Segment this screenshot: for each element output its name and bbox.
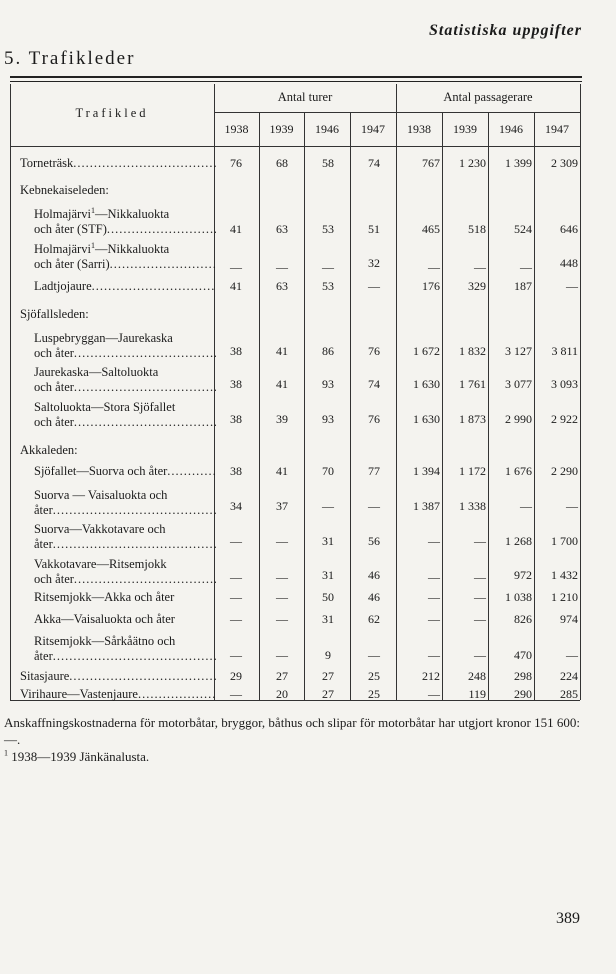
row-label-suorva-vaisaluokta [34,488,216,518]
row-label-virihaure [20,687,216,702]
cell: 290 [514,687,532,701]
row-label-ladtjojaure [34,279,216,294]
row-text: åter [34,537,53,551]
top-rule [10,76,582,78]
row-text: och åter (STF) [34,222,107,236]
cell: — [474,260,486,274]
cell: 32 [368,256,380,270]
row-label-sjofallet-suorva [34,464,216,479]
footnote-marker: 1 [90,205,95,215]
cell: 31 [322,568,334,582]
cell: 41 [276,464,288,478]
cell: — [474,570,486,584]
row-text: Torneträsk [20,156,74,170]
cell: 25 [368,669,380,683]
cell: 826 [514,612,532,626]
row-label-holmajarvi-sarri [34,242,216,272]
cell: — [276,648,288,662]
cell: — [566,279,578,293]
row-text: Ritsemjokk—Sårkåätno och [34,634,176,648]
cell: 27 [276,669,288,683]
row-text: —Nikkaluokta [94,207,170,221]
row-label-ritsemjokk-sarkaatno [34,634,216,664]
footnote-1 [4,748,582,765]
cell: 9 [325,648,331,662]
cell: — [428,570,440,584]
cell: 1 832 [459,344,486,358]
cell: 1 038 [505,590,532,604]
cell: 646 [560,222,578,236]
cell: — [428,687,440,701]
cell: 1 432 [551,568,578,582]
cell: 76 [368,344,380,358]
cell: 1 672 [413,344,440,358]
running-head: Statistiska uppgifter [428,22,582,39]
cell: 74 [368,156,380,170]
cell: — [322,260,334,274]
cell: 2 290 [551,464,578,478]
cell: 1 761 [459,377,486,391]
section-title: 5. Trafikleder [4,48,136,69]
cell: — [566,499,578,513]
row-label-akka-vaisaluokta [34,612,216,627]
row-text: och åter [34,572,74,586]
cell: — [276,590,288,604]
group-head-akka: Akkaleden: [20,443,78,457]
cell: 46 [368,568,380,582]
row-text: Suorva—Vakkotavare och [34,522,166,536]
cell: 1 172 [459,464,486,478]
column-divider [580,84,581,700]
cell: 41 [276,344,288,358]
cell: 3 811 [551,344,578,358]
cell: — [230,612,242,626]
cell: 2 922 [551,412,578,426]
cell: — [276,570,288,584]
cell: 50 [322,590,334,604]
cell: — [474,534,486,548]
cell: 224 [560,669,578,683]
row-text: Luspebryggan—Jaurekaska [34,331,173,345]
group-head-sjofall: Sjöfallsleden: [20,307,89,321]
cell: 86 [322,344,334,358]
row-label-sitasjaure [20,669,216,684]
cell: 1 338 [459,499,486,513]
cell: 1 676 [505,464,532,478]
cell: 2 990 [505,412,532,426]
cell: 76 [368,412,380,426]
cell: — [230,570,242,584]
cell: — [520,499,532,513]
cell: — [230,648,242,662]
cell: 767 [422,156,440,170]
cell: 74 [368,377,380,391]
cell: 524 [514,222,532,236]
year-header: 1939 [453,122,477,136]
traffic-table [10,82,582,708]
cell: — [566,648,578,662]
row-label-suorva-vakkotavare [34,522,216,552]
column-divider [350,112,351,700]
cell: — [230,687,242,701]
cell: 46 [368,590,380,604]
cell: 34 [230,499,242,513]
cell: — [428,534,440,548]
cell: — [276,612,288,626]
row-text: och åter [34,380,74,394]
cell: — [428,612,440,626]
cell: — [474,612,486,626]
row-label-vakkotavare-ritsemjokk [34,557,216,587]
cell: 3 077 [505,377,532,391]
cell: 20 [276,687,288,701]
cell: — [368,648,380,662]
cell: 27 [322,669,334,683]
cell: 212 [422,669,440,683]
cell: 58 [322,156,334,170]
row-text: åter [34,649,53,663]
cell: 187 [514,279,532,293]
cell: — [428,648,440,662]
header-rule [10,146,580,147]
page-number: 389 [556,910,580,927]
group-head-kebnekaise: Kebnekaiseleden: [20,183,109,197]
cell: 1 268 [505,534,532,548]
cell: 38 [230,377,242,391]
footnote-marker: 1 [4,748,8,758]
row-text: Suorva — Vaisaluokta och [34,488,168,502]
cell: 1 394 [413,464,440,478]
cell: 3 127 [505,344,532,358]
cell: 1 387 [413,499,440,513]
cell: 2 309 [551,156,578,170]
row-text: —Nikkaluokta [94,242,170,256]
row-text: åter [34,503,53,517]
cell: 1 700 [551,534,578,548]
header-rule [214,112,580,113]
row-label-holmajarvi-stf [34,207,216,237]
cell: 93 [322,412,334,426]
column-divider [304,112,305,700]
cell: 1 630 [413,377,440,391]
cell: 31 [322,612,334,626]
cell: 176 [422,279,440,293]
cell: 53 [322,279,334,293]
row-text: Virihaure—Vastenjaure [20,687,138,701]
cell: — [368,499,380,513]
cell: 1 399 [505,156,532,170]
cell: 518 [468,222,486,236]
cell: 68 [276,156,288,170]
cell: 465 [422,222,440,236]
cell: 31 [322,534,334,548]
cell: 25 [368,687,380,701]
footnote-text: 1938—1939 Jänkänalusta. [11,749,150,764]
row-text: Saltoluokta—Stora Sjöfallet [34,400,176,414]
footnote-marker: 1 [90,240,95,250]
year-header: 1947 [545,122,569,136]
cell: 285 [560,687,578,701]
cell: — [520,260,532,274]
cell: — [230,534,242,548]
cell: 974 [560,612,578,626]
cell: — [428,590,440,604]
column-divider [396,84,397,700]
cell: 38 [230,344,242,358]
cell: 329 [468,279,486,293]
cell: — [276,534,288,548]
cell: 448 [560,256,578,270]
cell: 1 230 [459,156,486,170]
row-text: Akka—Vaisaluokta och åter [34,612,175,626]
row-text: Holmajärvi [34,242,91,256]
cell: 56 [368,534,380,548]
row-label-ritsemjokk-akka [34,590,216,605]
row-text: och åter (Sarri) [34,257,110,271]
cell: 77 [368,464,380,478]
row-text: Sitasjaure [20,669,70,683]
column-divider [10,84,11,700]
year-header: 1938 [224,122,249,136]
cell: 298 [514,669,532,683]
row-text: och åter [34,415,74,429]
cell: 1 873 [459,412,486,426]
cell: 1 210 [551,590,578,604]
row-label-tornetrask [20,156,216,171]
cell: 27 [322,687,334,701]
row-label-jaurekaska [34,365,216,395]
footnotes [4,714,582,765]
cell: 76 [230,156,242,170]
cell: 41 [276,377,288,391]
cell: — [322,499,334,513]
cell: 29 [230,669,242,683]
cell: 972 [514,568,532,582]
cell: — [276,260,288,274]
cell: — [474,590,486,604]
cell: — [230,590,242,604]
year-header: 1939 [269,122,294,136]
year-header: 1946 [315,122,339,136]
cell: 39 [276,412,288,426]
cell: 1 630 [413,412,440,426]
row-text: Jaurekaska—Saltoluokta [34,365,159,379]
row-label-luspebryggan [34,331,216,361]
cell: 41 [230,222,242,236]
cell: 93 [322,377,334,391]
cell: 63 [276,222,288,236]
year-header: 1947 [361,122,385,136]
cell: — [428,260,440,274]
cell: 119 [468,687,486,701]
cell: 51 [368,222,380,236]
stub-header: Trafikled [75,106,149,120]
cell: — [368,279,380,293]
cell: 63 [276,279,288,293]
cell: — [474,648,486,662]
row-text: Ritsemjokk—Akka och åter [34,590,175,604]
cell: 41 [230,279,242,293]
footnote-main: Anskaffningskostnaderna för motorbåtar, bryggor, båthus och slipar för motorbåtar har utgjort kronor 151 600: —. [4,715,580,747]
cell: 38 [230,464,242,478]
cell: 70 [322,464,334,478]
row-text: Holmajärvi [34,207,91,221]
group-header-turer: Antal turer [277,90,333,104]
cell: 53 [322,222,334,236]
cell: 38 [230,412,242,426]
cell: 248 [468,669,486,683]
year-header: 1938 [407,122,431,136]
row-label-saltoluokta [34,400,216,430]
cell: 62 [368,612,380,626]
cell: 470 [514,648,532,662]
cell: — [230,260,242,274]
group-header-passagerare: Antal passagerare [443,90,533,104]
cell: 3 093 [551,377,578,391]
row-text: Ladtjojaure [34,279,92,293]
row-text: Vakkotavare—Ritsemjokk [34,557,167,571]
year-header: 1946 [499,122,523,136]
cell: 37 [276,499,288,513]
row-text: och åter [34,346,74,360]
row-text: Sjöfallet—Suorva och åter [34,464,168,478]
